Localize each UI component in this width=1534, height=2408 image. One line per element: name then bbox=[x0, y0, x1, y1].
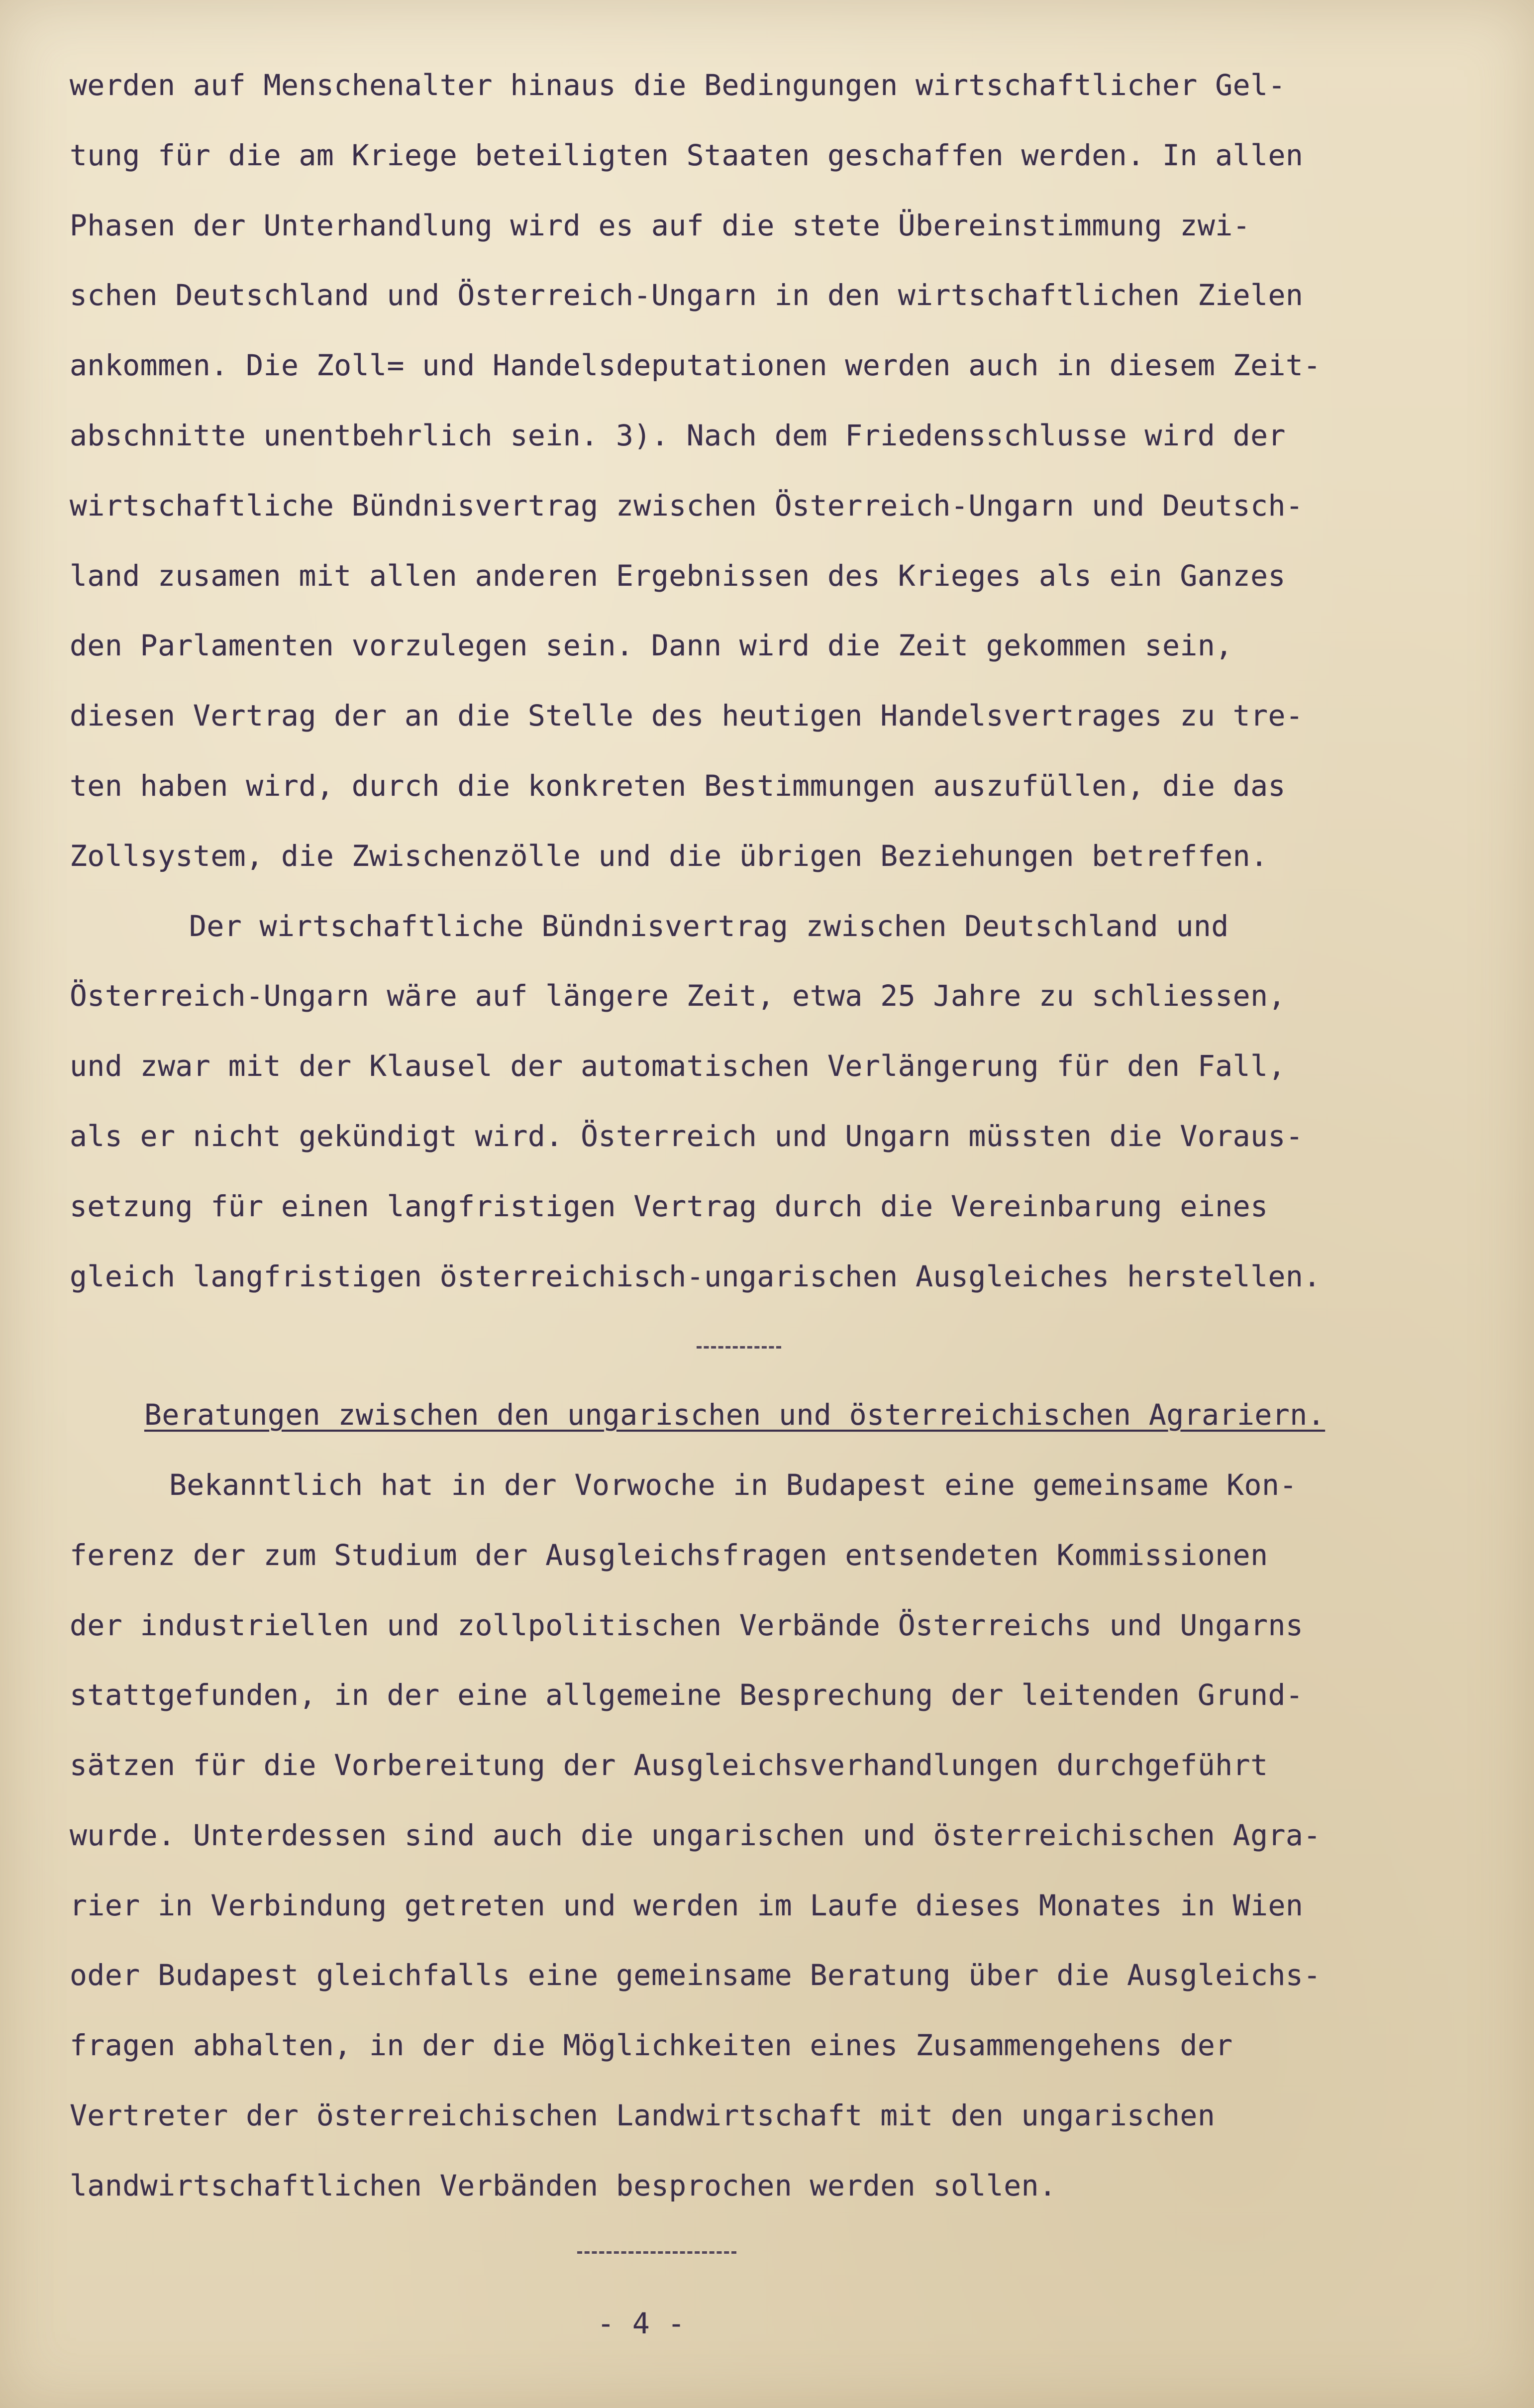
section-separator-2 bbox=[577, 2251, 736, 2254]
paragraph-1-line-8: land zusamen mit allen anderen Ergebnissen des Krieges als ein Ganzes bbox=[70, 559, 1286, 593]
paragraph-3-line-2: ferenz der zum Studium der Ausgleichsfragen entsendeten Kommissionen bbox=[70, 1538, 1268, 1572]
paragraph-1-line-7: wirtschaftliche Bündnisvertrag zwischen Österreich-Ungarn und Deutsch- bbox=[70, 489, 1304, 523]
paragraph-3-line-5: sätzen für die Vorbereitung der Ausgleichsverhandlungen durchgeführt bbox=[70, 1748, 1268, 1782]
paragraph-1-line-11: ten haben wird, durch die konkreten Bestimmungen auszufüllen, die das bbox=[70, 769, 1286, 803]
section-heading: Beratungen zwischen den ungarischen und österreichischen Agrariern. bbox=[144, 1398, 1326, 1432]
paragraph-1-line-6: abschnitte unentbehrlich sein. 3). Nach dem Friedensschlusse wird der bbox=[70, 419, 1286, 452]
paragraph-1-line-12: Zollsystem, die Zwischenzölle und die übrigen Beziehungen betreffen. bbox=[70, 839, 1268, 873]
paragraph-1-line-2: tung für die am Kriege beteiligten Staaten geschaffen werden. In allen bbox=[70, 138, 1304, 172]
paragraph-1-line-3: Phasen der Unterhandlung wird es auf die stete Übereinstimmung zwi- bbox=[70, 209, 1251, 242]
paragraph-3-line-4: stattgefunden, in der eine allgemeine Besprechung der leitenden Grund- bbox=[70, 1678, 1304, 1712]
paragraph-1-line-1: werden auf Menschenalter hinaus die Bedingungen wirtschaftlicher Gel- bbox=[70, 68, 1286, 102]
paragraph-3-line-7: rier in Verbindung getreten und werden im Laufe dieses Monates in Wien bbox=[70, 1888, 1304, 1922]
page-number: - 4 - bbox=[597, 2306, 686, 2340]
paragraph-2-line-5: setzung für einen langfristigen Vertrag durch die Vereinbarung eines bbox=[70, 1189, 1268, 1223]
paragraph-3-line-10: Vertreter der österreichischen Landwirtschaft mit den ungarischen bbox=[70, 2098, 1216, 2132]
paragraph-1-line-10: diesen Vertrag der an die Stelle des heutigen Handelsvertrages zu tre- bbox=[70, 699, 1304, 733]
section-separator-1 bbox=[697, 1346, 781, 1349]
paragraph-2-line-2: Österreich-Ungarn wäre auf längere Zeit, etwa 25 Jahre zu schliessen, bbox=[70, 979, 1286, 1013]
paragraph-1-line-9: den Parlamenten vorzulegen sein. Dann wird die Zeit gekommen sein, bbox=[70, 628, 1233, 662]
paragraph-3-line-3: der industriellen und zollpolitischen Verbände Österreichs und Ungarns bbox=[70, 1608, 1304, 1642]
paragraph-3-line-8: oder Budapest gleichfalls eine gemeinsame Beratung über die Ausgleichs- bbox=[70, 1958, 1321, 1992]
paragraph-1-line-5: ankommen. Die Zoll= und Handelsdeputationen werden auch in diesem Zeit- bbox=[70, 348, 1321, 382]
paragraph-3-line-11: landwirtschaftlichen Verbänden besprochen werden sollen. bbox=[70, 2169, 1057, 2202]
paragraph-3-line-9: fragen abhalten, in der die Möglichkeiten eines Zusammengehens der bbox=[70, 2028, 1233, 2062]
paragraph-3-line-6: wurde. Unterdessen sind auch die ungarischen und österreichischen Agra- bbox=[70, 1818, 1321, 1852]
paragraph-2-line-4: als er nicht gekündigt wird. Österreich und Ungarn müssten die Voraus- bbox=[70, 1119, 1304, 1153]
paragraph-3-line-1: Bekanntlich hat in der Vorwoche in Budapest eine gemeinsame Kon- bbox=[169, 1468, 1297, 1502]
paragraph-2-line-3: und zwar mit der Klausel der automatischen Verlängerung für den Fall, bbox=[70, 1049, 1286, 1083]
paragraph-2-line-1: Der wirtschaftliche Bündnisvertrag zwischen Deutschland und bbox=[189, 909, 1229, 943]
paragraph-1-line-4: schen Deutschland und Österreich-Ungarn in den wirtschaftlichen Zielen bbox=[70, 278, 1304, 312]
paragraph-2-line-6: gleich langfristigen österreichisch-ungarischen Ausgleiches herstellen. bbox=[70, 1259, 1321, 1293]
